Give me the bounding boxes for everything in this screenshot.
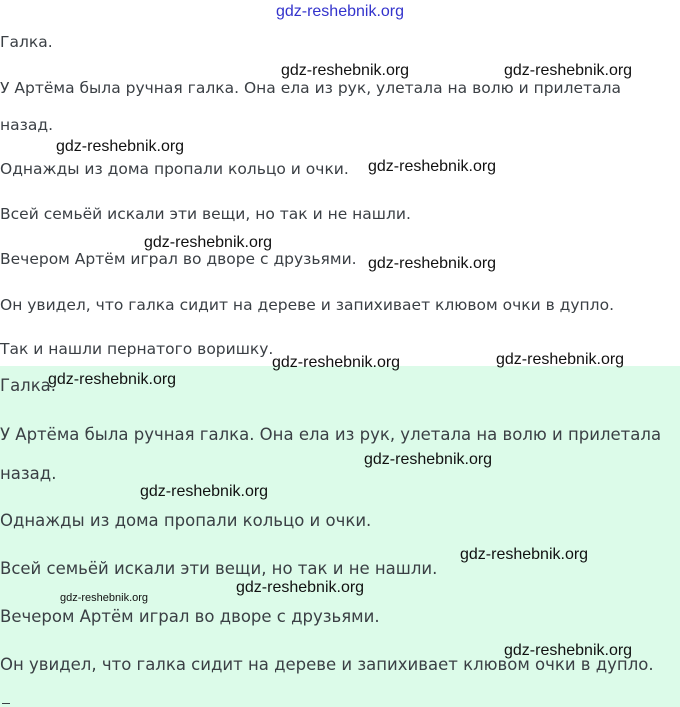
watermark: gdz-reshebnik.org <box>60 592 149 604</box>
answer-line-3: Однажды из дома пропали кольцо и очки. <box>0 511 372 530</box>
watermark: gdz-reshebnik.org <box>48 371 177 388</box>
watermark: gdz-reshebnik.org <box>364 451 493 468</box>
watermark: gdz-reshebnik.org <box>272 354 401 371</box>
answer-line-4: Всей семьёй искали эти вещи, но так и не нашли. <box>0 559 438 578</box>
watermark: gdz-reshebnik.org <box>504 642 633 659</box>
answer-title: Галка. <box>0 376 57 395</box>
text-line-6: Он увидел, что галка сидит на дереве и запихивает клювом очки в дупло. <box>0 296 614 314</box>
text-line-5: Вечером Артём играл во дворе с друзьями. <box>0 250 357 268</box>
text-line-3: Однажды из дома пропали кольцо и очки. <box>0 160 349 178</box>
answer-line-5: Вечером Артём играл во дворе с друзьями. <box>0 607 380 626</box>
watermark: gdz-reshebnik.org <box>140 483 269 500</box>
text-title: Галка. <box>0 33 53 51</box>
watermark: gdz-reshebnik.org <box>236 579 365 596</box>
text-line-4: Всей семьёй искали эти вещи, но так и не нашли. <box>0 205 411 223</box>
watermark: gdz-reshebnik.org <box>144 234 273 251</box>
watermark: gdz-reshebnik.org <box>368 255 497 272</box>
watermark: gdz-reshebnik.org <box>504 62 633 79</box>
watermark: gdz-reshebnik.org <box>56 138 185 155</box>
answer-line-6: Он увидел, что галка сидит на дереве и запихивает клювом очки в дупло. <box>0 655 654 674</box>
watermark: gdz-reshebnik.org <box>368 158 497 175</box>
answer-line-2: назад. <box>0 464 57 483</box>
text-cursor <box>2 703 10 704</box>
watermark: gdz-reshebnik.org <box>460 546 589 563</box>
text-line-7: Так и нашли пернатого воришку. <box>0 340 274 358</box>
watermark: gdz-reshebnik.org <box>496 351 625 368</box>
answer-line-1: У Артёма была ручная галка. Она ела из рук, улетала на волю и прилетала <box>0 425 662 444</box>
site-header-watermark: gdz-reshebnik.org <box>275 3 405 20</box>
text-line-2: назад. <box>0 116 54 134</box>
watermark: gdz-reshebnik.org <box>281 62 410 79</box>
text-line-1: У Артёма была ручная галка. Она ела из рук, улетала на волю и прилетала <box>0 79 621 97</box>
